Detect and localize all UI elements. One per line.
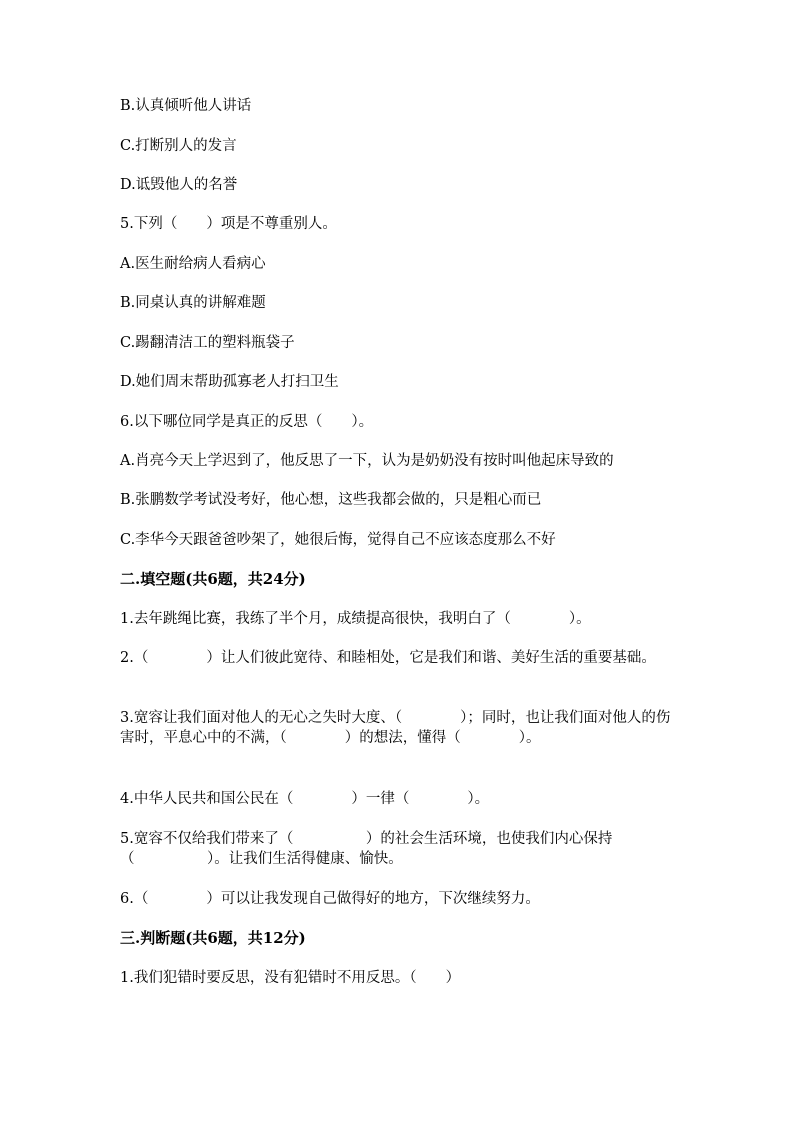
q6-option-c: C.李华今天跟爸爸吵架了，她很后悔，觉得自己不应该态度那么不好 bbox=[120, 532, 556, 548]
fill-blank-item-1: 1.去年跳绳比赛，我练了半个月，成绩提高很快，我明白了（ ）。 bbox=[120, 611, 591, 627]
q6-stem: 6.以下哪位同学是真正的反思（ ）。 bbox=[120, 414, 374, 430]
q6-option-b: B.张鹏数学考试没考好，他心想，这些我都会做的，只是粗心而已 bbox=[120, 492, 542, 508]
q4-option-b: B.认真倾听他人讲话 bbox=[120, 98, 252, 114]
q5-option-c: C.踢翻清洁工的塑料瓶袋子 bbox=[120, 335, 295, 351]
fill-blank-item-2: 2.（ ）让人们彼此宽待、和睦相处，它是我们和谐、美好生活的重要基础。 bbox=[120, 650, 656, 666]
q4-option-d: D.诋毁他人的名誉 bbox=[120, 177, 238, 193]
q5-option-d: D.她们周末帮助孤寡老人打扫卫生 bbox=[120, 374, 339, 390]
q4-option-c: C.打断别人的发言 bbox=[120, 138, 237, 154]
fill-blank-item-4: 4.中华人民共和国公民在（ ）一律（ ）。 bbox=[120, 791, 490, 807]
true-false-item-1: 1.我们犯错时要反思，没有犯错时不用反思。（ ） bbox=[120, 970, 461, 986]
q5-option-a: A.医生耐给病人看病心 bbox=[120, 256, 266, 272]
section3-heading: 三.判断题(共6题，共12分) bbox=[120, 929, 306, 947]
fill-blank-item-5: 5.宽容不仅给我们带来了（ ）的社会生活环境，也使我们内心保持（ ）。让我们生活得健康、愉快。 bbox=[120, 831, 613, 867]
q5-stem: 5.下列（ ）项是不尊重别人。 bbox=[120, 216, 337, 232]
fill-blank-item-6: 6.（ ）可以让我发现自己做得好的地方，下次继续努力。 bbox=[120, 891, 540, 907]
q5-option-b: B.同桌认真的讲解难题 bbox=[120, 295, 266, 311]
fill-blank-item-3: 3.宽容让我们面对他人的无心之失时大度、（ ）；同时，也让我们面对他人的伤害时，平息心中的不满，（ ）的想法，懂得（ ）。 bbox=[120, 710, 671, 746]
q6-option-a: A.肖亮今天上学迟到了，他反思了一下，认为是奶奶没有按时叫他起床导致的 bbox=[120, 453, 614, 469]
section2-heading: 二.填空题(共6题，共24分) bbox=[120, 570, 306, 588]
